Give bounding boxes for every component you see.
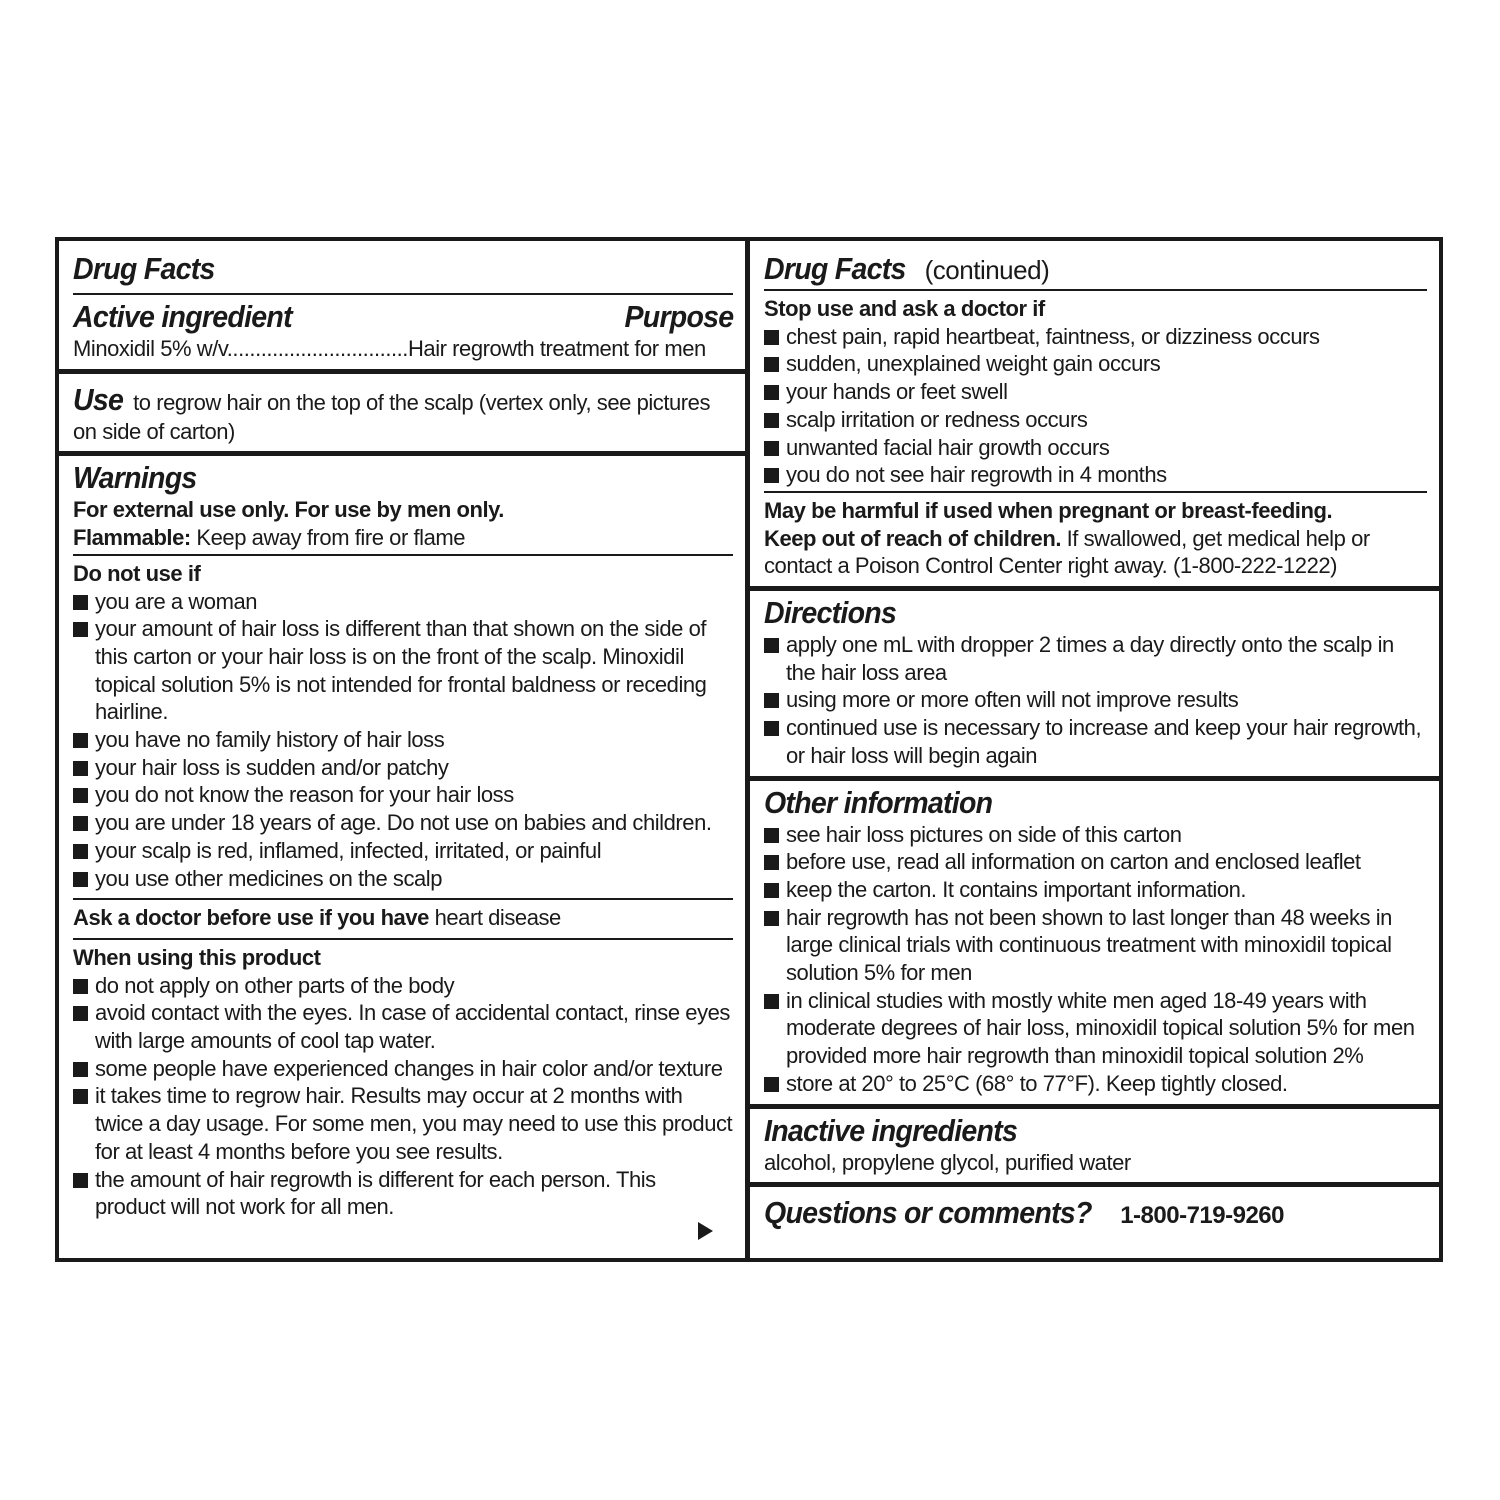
bullet-square-icon	[73, 595, 88, 610]
drug-facts-continued-title: Drug Facts	[764, 251, 906, 286]
bullet-square-icon	[764, 721, 779, 736]
drug-facts-title: Drug Facts	[73, 251, 215, 286]
divider	[73, 554, 733, 556]
directions-heading: Directions	[764, 595, 897, 631]
bullet-square-icon	[73, 979, 88, 994]
list-item: the amount of hair regrowth is different for each person. This product will not work for all men.	[73, 1166, 733, 1221]
left-column	[59, 241, 745, 1258]
bullet-square-icon	[73, 733, 88, 748]
bullet-square-icon	[764, 828, 779, 843]
questions-section	[750, 1187, 1439, 1258]
bullet-square-icon	[764, 693, 779, 708]
list-item: your hair loss is sudden and/or patchy	[73, 754, 733, 782]
list-item: continued use is necessary to increase and keep your hair regrowth, or hair loss will begin again	[764, 714, 1427, 769]
list-item: unwanted facial hair growth occurs	[764, 434, 1427, 462]
directions-list	[764, 631, 1427, 770]
purpose-heading: Purpose	[624, 299, 733, 334]
other-information-section	[750, 781, 1439, 1104]
bullet-square-icon	[73, 1062, 88, 1077]
divider	[764, 491, 1427, 493]
do-not-use-heading: Do not use if	[73, 560, 201, 586]
bullet-square-icon	[73, 1173, 88, 1188]
do-not-use-list	[73, 588, 733, 893]
list-item: chest pain, rapid heartbeat, faintness, or dizziness occurs	[764, 323, 1427, 351]
inactive-ingredients-heading: Inactive ingredients	[764, 1112, 1018, 1148]
list-item: scalp irritation or redness occurs	[764, 406, 1427, 434]
bullet-square-icon	[764, 413, 779, 428]
stop-use-list	[764, 323, 1427, 489]
bullet-square-icon	[73, 1006, 88, 1021]
flammable-text: Keep away from fire or flame	[190, 525, 466, 551]
pregnancy-warning: May be harmful if used when pregnant or breast-feeding.	[764, 497, 1333, 523]
divider	[764, 289, 1427, 291]
ask-doctor-text: heart disease	[428, 905, 561, 931]
divider	[73, 898, 733, 900]
list-item: you are under 18 years of age. Do not use on babies and children.	[73, 809, 733, 837]
use-section	[59, 374, 745, 452]
bullet-square-icon	[764, 357, 779, 372]
list-item: sudden, unexplained weight gain occurs	[764, 350, 1427, 378]
warnings-section	[59, 456, 745, 1258]
bullet-square-icon	[764, 855, 779, 870]
list-item: it takes time to regrow hair. Results may occur at 2 months with twice a day usage. For some men, you may need to use this product for at least 4 months before you see results.	[73, 1082, 733, 1165]
list-item: some people have experienced changes in hair color and/or texture	[73, 1055, 733, 1083]
continue-arrow-icon	[698, 1222, 713, 1240]
questions-heading: Questions or comments?	[764, 1195, 1092, 1231]
list-item: you are a woman	[73, 588, 733, 616]
list-item: apply one mL with dropper 2 times a day directly onto the scalp in the hair loss area	[764, 631, 1427, 686]
divider	[73, 293, 733, 295]
keep-out-label: Keep out of reach of children.	[764, 525, 1061, 551]
bullet-square-icon	[764, 441, 779, 456]
flammable-label: Flammable:	[73, 525, 191, 551]
when-using-heading: When using this product	[73, 944, 321, 970]
stop-use-heading: Stop use and ask a doctor if	[764, 296, 1045, 321]
list-item: you do not see hair regrowth in 4 months	[764, 461, 1427, 489]
bullet-square-icon	[73, 1089, 88, 1104]
list-item: using more or more often will not improve results	[764, 686, 1427, 714]
ask-doctor-label: Ask a doctor before use if you have	[73, 905, 429, 931]
list-item: avoid contact with the eyes. In case of accidental contact, rinse eyes with large amounts of cool tap water.	[73, 999, 733, 1054]
bullet-square-icon	[73, 622, 88, 637]
bullet-square-icon	[73, 788, 88, 803]
list-item: before use, read all information on carton and enclosed leaflet	[764, 848, 1427, 876]
continued-label: (continued)	[917, 255, 1050, 285]
when-using-list	[73, 972, 733, 1221]
list-item: your hands or feet swell	[764, 378, 1427, 406]
directions-section	[750, 591, 1439, 776]
keep-out-text: If swallowed, get medical help or contact a Poison Control Center right away. (1-800-222-1222)	[764, 525, 1370, 579]
list-item: in clinical studies with mostly white men aged 18-49 years with moderate degrees of hair loss, minoxidil topical solution 5% for men provided more hair regrowth than minoxidil topical solution 2%	[764, 987, 1427, 1070]
other-information-heading: Other information	[764, 784, 993, 820]
bullet-square-icon	[73, 816, 88, 831]
bullet-square-icon	[73, 761, 88, 776]
list-item: you do not know the reason for your hair loss	[73, 781, 733, 809]
use-text: to regrow hair on the top of the scalp (vertex only, see pictures on side of carton)	[73, 389, 711, 444]
active-ingredient-line: Minoxidil 5% w/v................................Hair regrowth treatment for men	[73, 336, 706, 361]
warnings-heading: Warnings	[73, 460, 197, 496]
bullet-square-icon	[764, 911, 779, 926]
active-ingredient-section	[59, 241, 745, 369]
bullet-square-icon	[764, 468, 779, 483]
external-use-warning: For external use only. For use by men only.	[73, 497, 504, 523]
bullet-square-icon	[764, 385, 779, 400]
list-item: your amount of hair loss is different than that shown on the side of this carton or your hair loss is on the front of the scalp. Minoxidil topical solution 5% is not intended for frontal baldness or receding hairline.	[73, 615, 733, 726]
divider	[73, 938, 733, 940]
bullet-square-icon	[764, 883, 779, 898]
bullet-square-icon	[73, 844, 88, 859]
list-item: hair regrowth has not been shown to last longer than 48 weeks in large clinical trials with continuous treatment with minoxidil topical solution 5% for men	[764, 904, 1427, 987]
list-item: store at 20° to 25°C (68° to 77°F). Keep tightly closed.	[764, 1070, 1427, 1098]
bullet-square-icon	[764, 638, 779, 653]
list-item: see hair loss pictures on side of this carton	[764, 821, 1427, 849]
stop-use-section	[750, 241, 1439, 586]
bullet-square-icon	[764, 994, 779, 1009]
active-ingredient-heading: Active ingredient	[73, 299, 292, 334]
questions-phone: 1-800-719-9260	[1120, 1202, 1284, 1230]
list-item: your scalp is red, inflamed, infected, irritated, or painful	[73, 837, 733, 865]
other-information-list	[764, 821, 1427, 1098]
list-item: you use other medicines on the scalp	[73, 865, 733, 893]
bullet-square-icon	[73, 872, 88, 887]
drug-facts-panel	[55, 237, 1443, 1262]
list-item: keep the carton. It contains important information.	[764, 876, 1427, 904]
inactive-ingredients-section	[750, 1109, 1439, 1183]
use-heading: Use	[73, 381, 124, 417]
bullet-square-icon	[764, 1077, 779, 1092]
right-column	[750, 241, 1439, 1258]
inactive-ingredients-text: alcohol, propylene glycol, purified water	[764, 1149, 1131, 1175]
list-item: you have no family history of hair loss	[73, 726, 733, 754]
bullet-square-icon	[764, 330, 779, 345]
list-item: do not apply on other parts of the body	[73, 972, 733, 1000]
